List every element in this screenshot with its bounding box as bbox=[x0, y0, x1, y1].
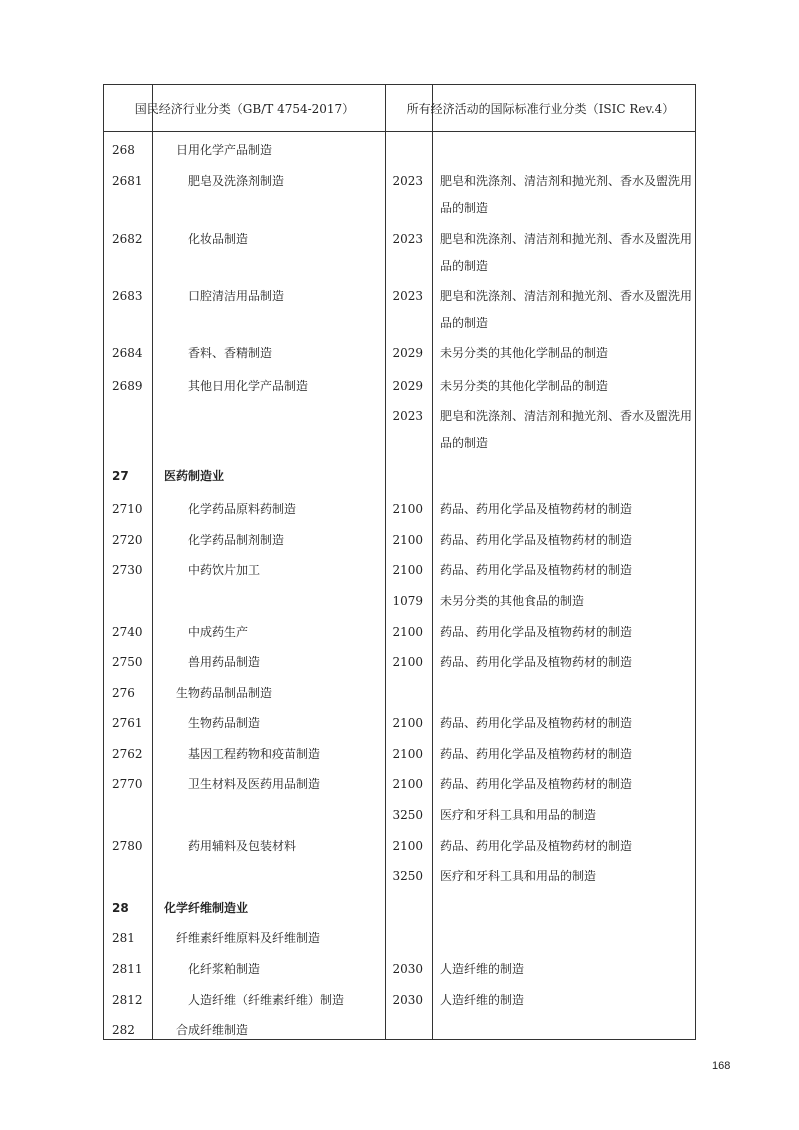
gbt-code: 2684 bbox=[112, 346, 143, 360]
column-divider bbox=[385, 85, 386, 1039]
gbt-name: 化学纤维制造业 bbox=[164, 901, 249, 915]
gbt-code: 276 bbox=[112, 686, 135, 700]
isic-code: 2100 bbox=[392, 747, 423, 761]
gbt-code: 2750 bbox=[112, 655, 143, 669]
isic-code: 2029 bbox=[392, 379, 423, 393]
gbt-name: 合成纤维制造 bbox=[176, 1023, 249, 1037]
gbt-code: 2683 bbox=[112, 289, 143, 303]
gbt-name: 生物药品制造 bbox=[188, 716, 261, 730]
gbt-code: 2780 bbox=[112, 839, 143, 853]
isic-description: 药品、药用化学品及植物药材的制造 bbox=[440, 839, 633, 853]
isic-description: 肥皂和洗涤剂、清洁剂和抛光剂、香水及盥洗用品的制造 bbox=[440, 174, 693, 215]
gbt-name: 生物药品制品制造 bbox=[176, 686, 273, 700]
gbt-code: 2761 bbox=[112, 716, 143, 730]
isic-description: 药品、药用化学品及植物药材的制造 bbox=[440, 747, 633, 761]
isic-description: 医疗和牙科工具和用品的制造 bbox=[440, 808, 597, 822]
gbt-name: 纤维素纤维原料及纤维制造 bbox=[176, 931, 321, 945]
gbt-code: 2730 bbox=[112, 563, 143, 577]
gbt-name: 人造纤维（纤维素纤维）制造 bbox=[188, 993, 345, 1007]
gbt-name: 医药制造业 bbox=[164, 469, 225, 483]
isic-code: 2100 bbox=[392, 502, 423, 516]
isic-description: 医疗和牙科工具和用品的制造 bbox=[440, 869, 597, 883]
gbt-name: 中药饮片加工 bbox=[188, 563, 261, 577]
header-gbt: 国民经济行业分类（GB/T 4754-2017） bbox=[134, 101, 355, 116]
gbt-name: 化纤浆粕制造 bbox=[188, 962, 261, 976]
gbt-code: 2710 bbox=[112, 502, 143, 516]
gbt-code: 27 bbox=[112, 469, 129, 483]
isic-description: 药品、药用化学品及植物药材的制造 bbox=[440, 533, 633, 547]
isic-description: 人造纤维的制造 bbox=[440, 962, 525, 976]
gbt-name: 肥皂及洗涤剂制造 bbox=[188, 174, 285, 188]
gbt-code: 281 bbox=[112, 931, 135, 945]
isic-description: 药品、药用化学品及植物药材的制造 bbox=[440, 563, 633, 577]
gbt-name: 口腔清洁用品制造 bbox=[188, 289, 285, 303]
gbt-name: 药用辅料及包装材料 bbox=[188, 839, 297, 853]
classification-table bbox=[103, 84, 696, 1040]
isic-code: 2100 bbox=[392, 563, 423, 577]
gbt-code: 2681 bbox=[112, 174, 143, 188]
isic-code: 3250 bbox=[392, 808, 423, 822]
gbt-name: 其他日用化学产品制造 bbox=[188, 379, 309, 393]
isic-description: 药品、药用化学品及植物药材的制造 bbox=[440, 502, 633, 516]
gbt-name: 中成药生产 bbox=[188, 625, 249, 639]
gbt-name: 卫生材料及医药用品制造 bbox=[188, 777, 321, 791]
gbt-code: 2812 bbox=[112, 993, 143, 1007]
gbt-name: 日用化学产品制造 bbox=[176, 143, 273, 157]
isic-code: 1079 bbox=[392, 594, 423, 608]
isic-description: 药品、药用化学品及植物药材的制造 bbox=[440, 777, 633, 791]
isic-description: 肥皂和洗涤剂、清洁剂和抛光剂、香水及盥洗用品的制造 bbox=[440, 289, 693, 330]
gbt-name: 香料、香精制造 bbox=[188, 346, 273, 360]
isic-code: 2023 bbox=[392, 409, 423, 423]
isic-description: 肥皂和洗涤剂、清洁剂和抛光剂、香水及盥洗用品的制造 bbox=[440, 232, 693, 273]
isic-description: 药品、药用化学品及植物药材的制造 bbox=[440, 716, 633, 730]
page-number: 168 bbox=[712, 1060, 731, 1072]
gbt-name: 兽用药品制造 bbox=[188, 655, 261, 669]
isic-code: 2100 bbox=[392, 533, 423, 547]
gbt-code: 2811 bbox=[112, 962, 143, 976]
isic-code: 2023 bbox=[392, 289, 423, 303]
isic-description: 药品、药用化学品及植物药材的制造 bbox=[440, 655, 633, 669]
isic-code: 2100 bbox=[392, 777, 423, 791]
gbt-name: 基因工程药物和疫苗制造 bbox=[188, 747, 321, 761]
isic-code: 2030 bbox=[392, 962, 423, 976]
header-isic: 所有经济活动的国际标准行业分类（ISIC Rev.4） bbox=[406, 101, 675, 116]
gbt-name: 化学药品原料药制造 bbox=[188, 502, 297, 516]
isic-description: 人造纤维的制造 bbox=[440, 993, 525, 1007]
isic-code: 2100 bbox=[392, 655, 423, 669]
isic-code: 2100 bbox=[392, 716, 423, 730]
isic-description: 未另分类的其他食品的制造 bbox=[440, 594, 585, 608]
gbt-code: 2689 bbox=[112, 379, 143, 393]
isic-code: 2029 bbox=[392, 346, 423, 360]
gbt-code: 2740 bbox=[112, 625, 143, 639]
isic-description: 药品、药用化学品及植物药材的制造 bbox=[440, 625, 633, 639]
gbt-code: 2720 bbox=[112, 533, 143, 547]
gbt-code: 28 bbox=[112, 901, 129, 915]
isic-description: 肥皂和洗涤剂、清洁剂和抛光剂、香水及盥洗用品的制造 bbox=[440, 409, 693, 450]
isic-description: 未另分类的其他化学制品的制造 bbox=[440, 379, 609, 393]
gbt-code: 282 bbox=[112, 1023, 135, 1037]
column-divider bbox=[432, 85, 433, 1039]
isic-code: 3250 bbox=[392, 869, 423, 883]
isic-code: 2023 bbox=[392, 174, 423, 188]
column-divider bbox=[152, 85, 153, 1039]
isic-code: 2030 bbox=[392, 993, 423, 1007]
gbt-code: 2762 bbox=[112, 747, 143, 761]
gbt-name: 化学药品制剂制造 bbox=[188, 533, 285, 547]
gbt-code: 2682 bbox=[112, 232, 143, 246]
header-divider bbox=[104, 131, 695, 132]
isic-code: 2100 bbox=[392, 839, 423, 853]
gbt-name: 化妆品制造 bbox=[188, 232, 249, 246]
isic-code: 2100 bbox=[392, 625, 423, 639]
gbt-code: 268 bbox=[112, 143, 135, 157]
gbt-code: 2770 bbox=[112, 777, 143, 791]
isic-code: 2023 bbox=[392, 232, 423, 246]
isic-description: 未另分类的其他化学制品的制造 bbox=[440, 346, 609, 360]
